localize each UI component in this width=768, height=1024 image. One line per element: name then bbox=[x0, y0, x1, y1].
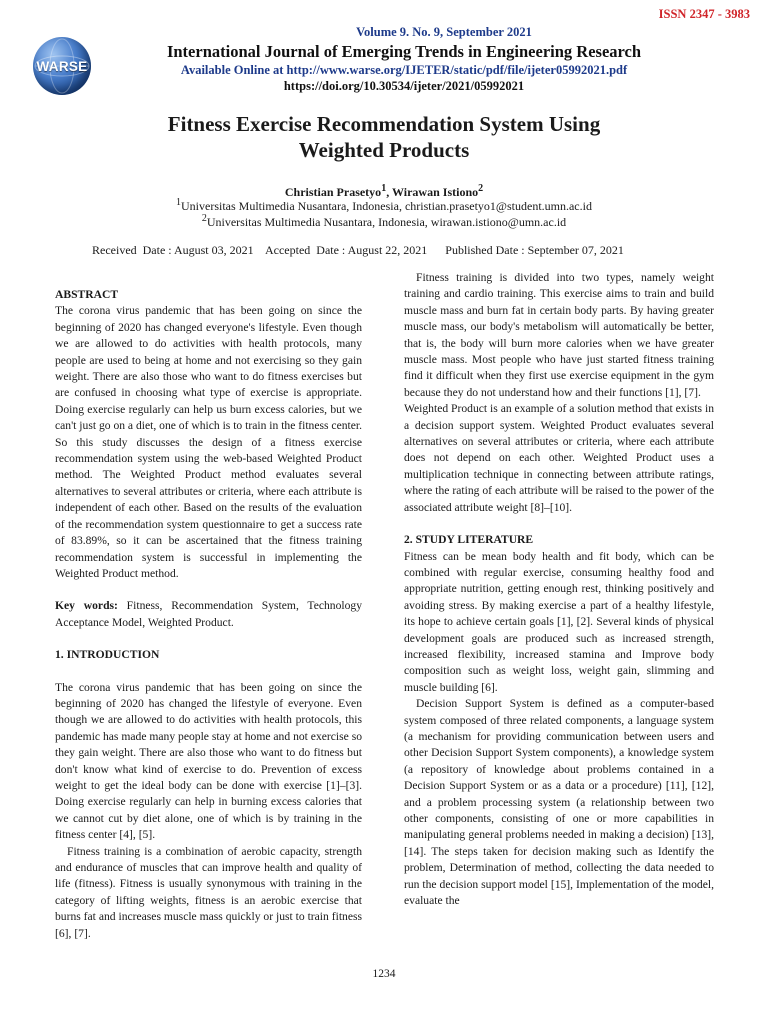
right-paragraph-3: Fitness can be mean body health and fit body, which can be combined with regular exercise, consuming healthy food and appropriate nutrition, getting enough rest, thinking positively and avoiding stress. By making exercise a part of a healthy lifestyle, its hope to achieve certain goals [1], [2]. Several kinds of physical development goals are produced such as increased strength, increased flexibility, increased stamina and Improve body composition such as weight loss, weight gain, slimming and muscle building [6]. bbox=[404, 549, 714, 694]
study-literature-heading: 2. STUDY LITERATURE bbox=[404, 533, 534, 547]
abstract-heading: ABSTRACT bbox=[55, 288, 119, 301]
affiliation-2 bbox=[0, 213, 768, 230]
logo-text: WARSE bbox=[36, 59, 88, 74]
introduction-heading: 1. INTRODUCTION bbox=[55, 648, 160, 662]
affiliation-1 bbox=[0, 197, 768, 214]
author-2: Wirawan Istiono bbox=[391, 185, 479, 199]
page-number: 1234 bbox=[372, 968, 396, 980]
right-paragraph-1: Fitness training is divided into two types, namely weight training and cardio training. This exercise aims to train and build muscle mass and burn fat in certain body parts. By having greater muscle mass, our body's metabolism will automatically be better, that is, the body will burn more calories when we have greater muscle mass. Most people who have just started fitness training find it difficult when they first use exercise equipment in the gym because they do not understand how and their functions [1], [7]. bbox=[404, 271, 714, 399]
author-1: Christian Prasetyo bbox=[284, 185, 382, 199]
keywords-label: Key words: bbox=[55, 599, 118, 613]
title-line-2: Weighted Products bbox=[298, 138, 470, 162]
paper-title bbox=[0, 111, 768, 163]
affiliation-1-sup: 1 bbox=[176, 197, 182, 208]
left-column bbox=[55, 287, 362, 942]
available-online-link[interactable]: Available Online at http://www.warse.org/IJETER/static/pdf/file/ijeter05992021.pdf bbox=[180, 63, 628, 77]
right-paragraph-4: Decision Support System is defined as a computer-based system composed of three related components, a language system (a mechanism for providing communication between users and other Decision Support System components), a knowledge system (a repository of knowledge about problems contained in a Decision Support System or as a data or a procedure) [11], [12], and a problem processing system (a relationship between two other components, consisting of one or more capabilities in manipulating general problems needed in making a decision) [13], [14]. The steps taken for decision making such as Identify the problem, Determination of method, collecting the data needed to run the decision support model [15], Implementation of the model, evaluate the bbox=[404, 697, 714, 908]
doi-link[interactable]: https://doi.org/10.30534/ijeter/2021/05992021 bbox=[283, 79, 525, 93]
author-separator: , bbox=[386, 185, 392, 199]
right-column bbox=[404, 270, 714, 909]
issn-label: ISSN 2347 - 3983 bbox=[658, 7, 750, 21]
author-2-sup: 2 bbox=[478, 183, 484, 194]
keywords bbox=[55, 598, 362, 631]
publication-dates: Received Date : August 03, 2021 Accepted Date : August 22, 2021 Published Date : September 07, 2021 bbox=[92, 243, 624, 257]
introduction-paragraph-1: The corona virus pandemic that has been going on since the beginning of 2020 has changed the lifestyle of everyone. Even though we are allowed to do activities with health protocols, this pandemic has made many people stay at home and not exercise so they gain weight. There are also those who want to do fitness but don't know what kind of exercise to do. Prevention of excess weight to get the ideal body can be done with exercise [1]–[3]. Doing exercise regularly can help in burning excess calories that we cannot cut by diet alone, one of which is by training in the fitness center [4], [5]. bbox=[55, 680, 362, 842]
author-1-sup: 1 bbox=[381, 183, 387, 194]
keywords-text: Fitness, Recommendation System, Technology Acceptance Model, Weighted Product. bbox=[55, 599, 362, 629]
introduction-paragraph-2: Fitness training is a combination of aerobic capacity, strength and endurance of muscles that can improve health and quality of life (fitness). Fitness is usually synonymous with training in the category of lifting weights, fitness is an aerobic exercise that burns fat and increases muscle mass quickly or just to train fitness [6], [7]. bbox=[55, 844, 362, 940]
abstract-text: The corona virus pandemic that has been going on since the beginning of 2020 has changed everyone's lifestyle. Even though we are allowed to do activities with health protocols, many people are used to being at home and not exercising so they gain weight. There are also those who want to do fitness exercises but are confused in choosing what type of exercise is appropriate. Doing exercise regularly can help us burn excess calories, but we can't just go on a diet, one of which is to train in the fitness center. So this study discusses the design of a fitness exercise recommendation system using the web-based Weighted Product method. The Weighted Product method evaluates several alternatives to several attributes or criteria, where each attribute is independent of each other. Based on the results of the evaluation of the recommendation system questionnaire to get a success rate of 83.89%, so it can be ascertained that the fitness training recommendation system is successful in implementing the Weighted Product method. bbox=[55, 304, 362, 580]
affiliation-2-sup: 2 bbox=[201, 213, 207, 224]
affiliation-2-text: Universitas Multimedia Nusantara, Indonesia, wirawan.istiono@umn.ac.id bbox=[206, 215, 567, 229]
volume-line: Volume 9. No. 9, September 2021 bbox=[356, 25, 532, 39]
right-paragraph-2: Weighted Product is an example of a solution method that exists in a decision support system. Weighted Product evaluates several alternatives on several attributes or criteria, where each attribute does not depend on each other. Weighted Product uses a multiplication technique in connecting between attribute ratings, where the rating of each attribute will be raised to the power of the associated attribute weight [8]–[10]. bbox=[404, 402, 714, 514]
journal-name: International Journal of Emerging Trends in Engineering Research bbox=[166, 42, 642, 61]
title-line-1: Fitness Exercise Recommendation System Using bbox=[167, 112, 601, 136]
affiliation-1-text: Universitas Multimedia Nusantara, Indonesia, christian.prasetyo1@student.umn.ac.id bbox=[181, 199, 592, 213]
